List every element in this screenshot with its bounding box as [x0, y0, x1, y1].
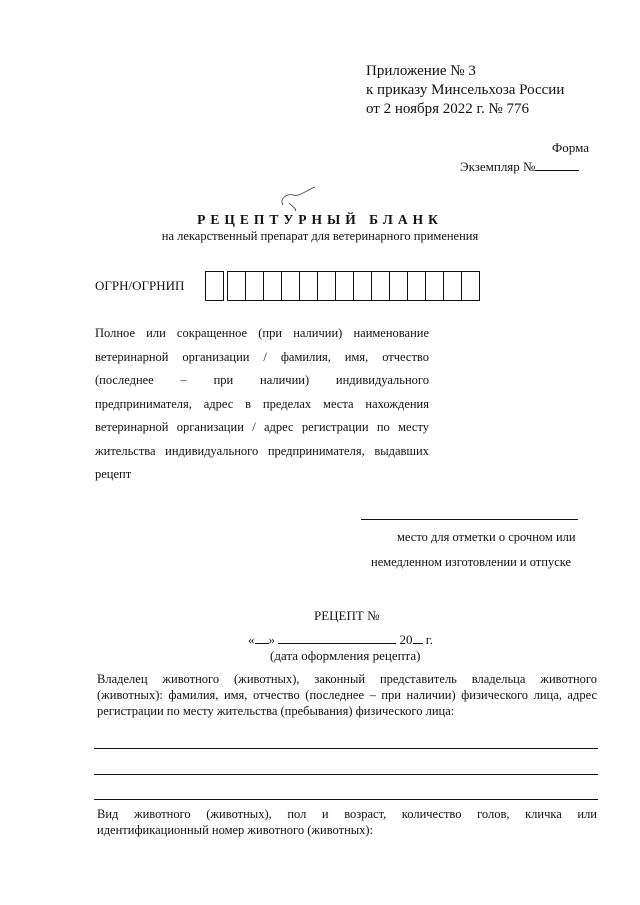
ogrn-digit-box[interactable]	[245, 271, 264, 301]
ogrn-digit-box[interactable]	[317, 271, 336, 301]
organization-text-line: жительства индивидуального предпринимателя, выдавших	[95, 443, 429, 458]
animal-text-line: идентификационный номер животного (животных):	[97, 823, 374, 837]
recipe-date-line	[248, 631, 433, 648]
date-year-prefix: 20	[399, 632, 413, 647]
date-hint: (дата оформления рецепта)	[270, 648, 421, 663]
ogrn-digit-box[interactable]	[353, 271, 372, 301]
owner-text-line: регистрации по месту жительства (пребывания) физического лица:	[97, 704, 455, 718]
ogrn-digit-box[interactable]	[263, 271, 282, 301]
recipe-number-label: РЕЦЕПТ №	[314, 608, 380, 623]
mark-field-line[interactable]	[361, 519, 578, 520]
appendix-order: к приказу Минсельхоза России	[366, 82, 565, 98]
ogrn-input-grid[interactable]	[206, 271, 480, 301]
ogrn-digit-box[interactable]	[281, 271, 300, 301]
owner-description	[97, 671, 597, 719]
date-year-field[interactable]	[413, 631, 423, 644]
ogrn-digit-box[interactable]	[227, 271, 246, 301]
appendix-number: Приложение № 3	[366, 63, 476, 79]
organization-text-line: Полное или сокращенное (при наличии) наименование	[95, 326, 429, 340]
ogrn-digit-box[interactable]	[299, 271, 318, 301]
owner-field-line-3[interactable]	[94, 799, 598, 800]
date-close-quote: »	[268, 632, 275, 647]
ogrn-digit-box[interactable]	[335, 271, 354, 301]
copy-number-line	[460, 158, 579, 175]
mark-caption-line-2: немедленном изготовлении и отпуске	[371, 555, 572, 569]
organization-text-line: ветеринарной организации / фамилия, имя, отчество	[95, 349, 429, 364]
animal-text-line: Вид животного (животных), пол и возраст, количество голов, кличка или	[97, 807, 597, 821]
owner-text-line: Владелец животного (животных), законный представитель владельца животного	[97, 672, 597, 686]
organization-text-line: ветеринарной организации / адрес регистрации по месту	[95, 420, 429, 434]
ogrn-digit-box[interactable]	[371, 271, 390, 301]
organization-text-line: предпринимателя, адрес в пределах места нахождения	[95, 396, 429, 411]
appendix-date: от 2 ноября 2022 г. № 776	[366, 101, 530, 117]
owner-text-line: (животных): фамилия, имя, отчество (последнее – при наличии) физического лица, адрес	[97, 688, 597, 702]
organization-description	[95, 322, 429, 487]
form-title: РЕЦЕПТУРНЫЙ БЛАНК	[197, 212, 443, 227]
organization-text-line: (последнее – при наличии) индивидуального	[95, 373, 429, 387]
ogrn-digit-box[interactable]	[389, 271, 408, 301]
ogrn-digit-box[interactable]	[407, 271, 426, 301]
copy-number-label: Экземпляр №	[460, 159, 536, 174]
ogrn-digit-box[interactable]	[461, 271, 480, 301]
animal-description	[97, 806, 597, 838]
owner-field-line-1[interactable]	[94, 748, 598, 749]
date-month-field[interactable]	[278, 631, 396, 644]
form-subtitle: на лекарственный препарат для ветеринарного применения	[161, 229, 479, 243]
ogrn-digit-box[interactable]	[425, 271, 444, 301]
owner-field-line-2[interactable]	[94, 774, 598, 775]
date-open-quote: «	[248, 632, 255, 647]
ogrn-digit-box[interactable]	[205, 271, 224, 301]
ogrn-label: ОГРН/ОГРНИП	[95, 278, 185, 293]
appendix-header	[366, 62, 564, 119]
signature-scribble-icon	[275, 183, 325, 213]
mark-caption-line-1: место для отметки о срочном или	[397, 530, 576, 544]
date-day-field[interactable]	[255, 631, 269, 644]
date-year-suffix: г.	[422, 632, 433, 647]
copy-number-field[interactable]	[535, 158, 579, 171]
ogrn-digit-box[interactable]	[443, 271, 462, 301]
form-label: Форма	[552, 140, 589, 155]
organization-text-line: рецепт	[95, 467, 132, 481]
